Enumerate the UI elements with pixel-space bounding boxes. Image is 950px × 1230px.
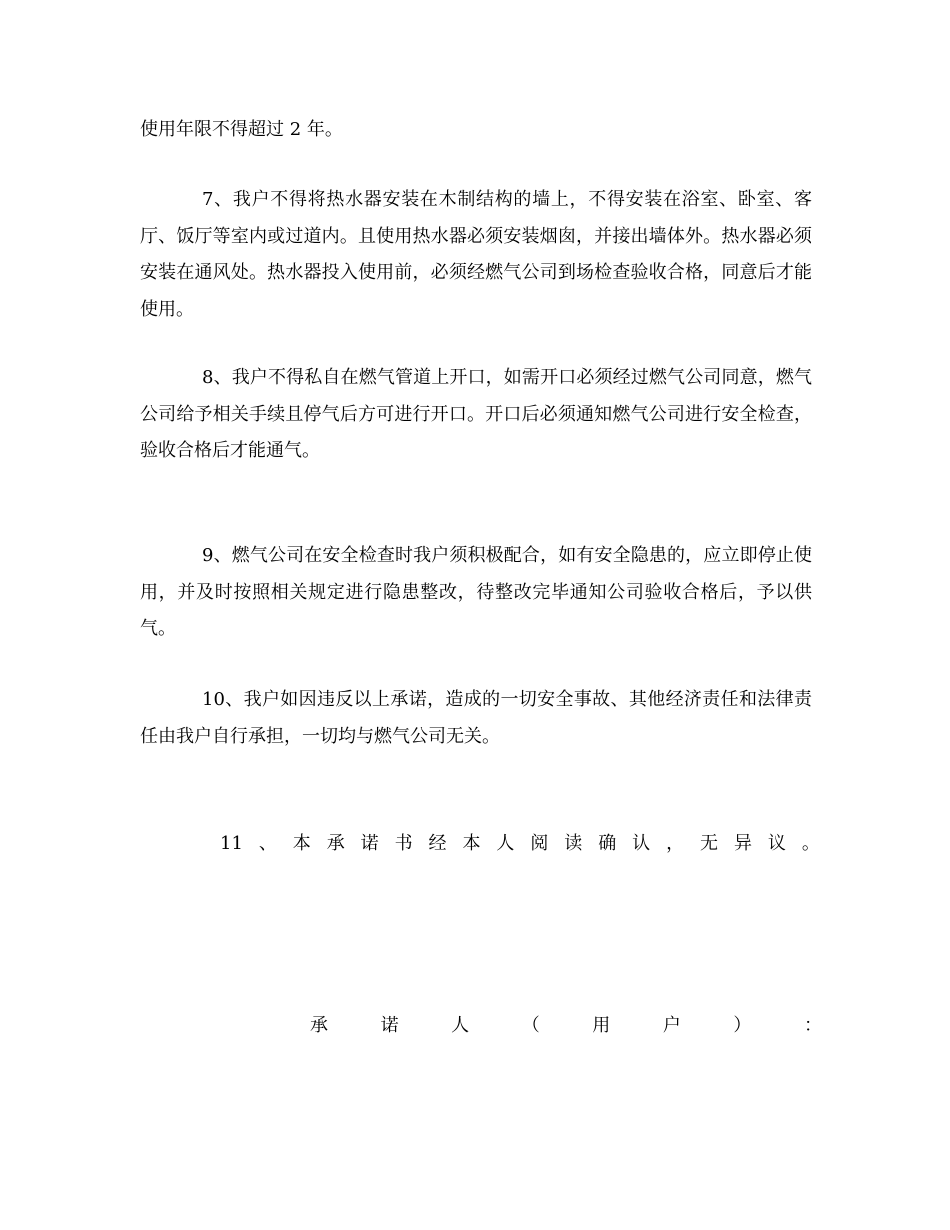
- paragraph-11: [220, 826, 820, 862]
- paragraph-10: 10、我户如因违反以上承诺，造成的一切安全事故、其他经济责任和法律责任由我户自行承担，一切均与燃气公司无关。: [140, 689, 812, 747]
- paragraph-6-continuation: 使用年限不得超过 2 年。: [140, 119, 343, 140]
- paragraph-11-char: ，: [666, 833, 685, 854]
- paragraph-11-char: 11: [220, 833, 243, 854]
- paragraph-11-char: 阅: [530, 833, 549, 854]
- signature-char: 承: [310, 1015, 328, 1036]
- signature-line: [310, 1008, 822, 1044]
- signature-char: ）: [733, 1015, 752, 1036]
- paragraph-11-char: 无: [700, 833, 719, 854]
- paragraph-11-char: 确: [598, 833, 617, 854]
- signature-char: 用: [592, 1015, 611, 1036]
- paragraph-8: 8、我户不得私自在燃气管道上开口，如需开口必须经过燃气公司同意，燃气公司给予相关手续且停气后方可进行开口。开口后必须通知燃气公司进行安全检查，验收合格后才能通气。: [140, 367, 812, 461]
- paragraph-11-char: 诺: [360, 833, 379, 854]
- paragraph-11-char: 人: [496, 833, 515, 854]
- signature-char: 人: [451, 1015, 470, 1036]
- paragraph-11-char: 本: [462, 833, 481, 854]
- signature-char: 诺: [380, 1015, 399, 1036]
- paragraph-11-char: 读: [564, 833, 583, 854]
- paragraph-11-char: 本: [292, 833, 311, 854]
- paragraph-11-char: 、: [258, 833, 277, 854]
- signature-char: ：: [803, 1015, 822, 1036]
- paragraph-9: 9、燃气公司在安全检查时我户须积极配合，如有安全隐患的，应立即停止使用，并及时按照相关规定进行隐患整改，待整改完毕通知公司验收合格后，予以供气。: [140, 545, 812, 639]
- signature-char: 户: [662, 1015, 681, 1036]
- paragraph-7: 7、我户不得将热水器安装在木制结构的墙上，不得安装在浴室、卧室、客厅、饭厅等室内或过道内。且使用热水器必须安装烟囱，并接出墙体外。热水器必须安装在通风处。热水器投入使用前，必须经燃气公司到场检查验收合格，同意后才能使用。: [140, 189, 812, 320]
- paragraph-11-char: 议: [767, 833, 786, 854]
- paragraph-11-char: 。: [801, 833, 820, 854]
- paragraph-11-char: 书: [394, 833, 413, 854]
- paragraph-11-char: 认: [632, 833, 651, 854]
- signature-char: （: [521, 1015, 540, 1036]
- paragraph-11-char: 异: [733, 833, 752, 854]
- paragraph-11-char: 经: [428, 833, 447, 854]
- paragraph-11-char: 承: [326, 833, 345, 854]
